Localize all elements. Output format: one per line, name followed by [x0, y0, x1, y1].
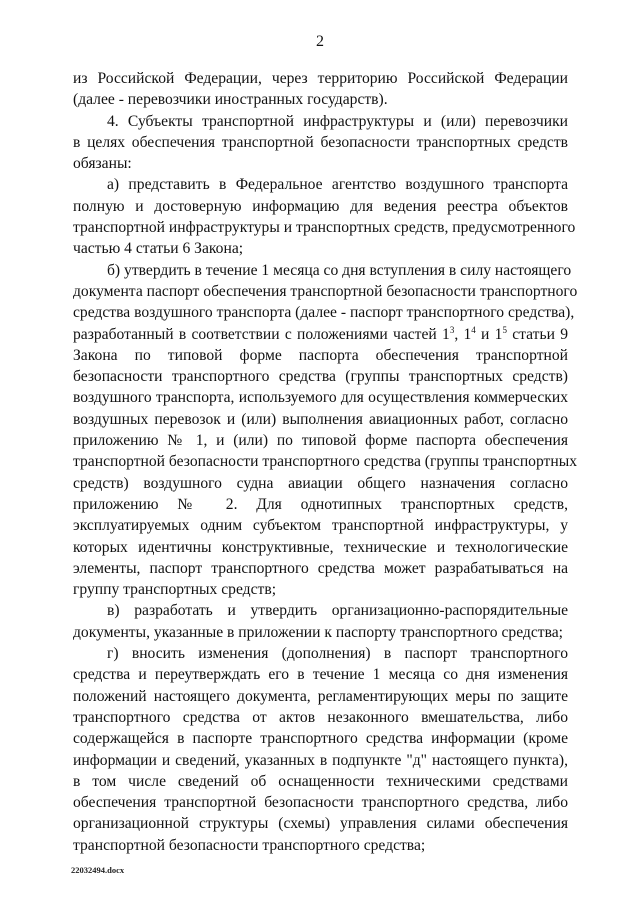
- text-line: эксплуатируемых одним субъектом транспортной инфраструктуры, у: [73, 517, 568, 535]
- text-line: воздушных перевозок и (или) выполнения авиационных работ, согласно: [73, 410, 568, 428]
- text-line: средства воздушного транспорта (далее - паспорт транспортного средства),: [73, 304, 575, 322]
- text-line: частью 4 статьи 6 Закона;: [73, 240, 244, 258]
- text-line: из Российской Федерации, через территорию Российской Федерации: [73, 70, 568, 87]
- text-fragment: , 1: [454, 325, 472, 343]
- text-line: б) утвердить в течение 1 месяца со дня вступления в силу настоящего: [107, 261, 572, 279]
- text-line: безопасности транспортного средства (группы транспортных средств): [73, 368, 568, 386]
- superscript: 5: [502, 324, 507, 335]
- text-line: транспортной инфраструктуры и транспортных средств, предусмотренного: [73, 219, 576, 237]
- text-fragment: разработанный в соответствии с положениями частей 1: [73, 325, 450, 343]
- text-line: 4. Субъекты транспортной инфраструктуры и (или) перевозчики: [107, 112, 568, 130]
- page-number: 2: [316, 33, 324, 50]
- text-line: приложению № 1, и (или) по типовой форме паспорта обеспечения: [73, 432, 568, 450]
- text-line: транспортной безопасности транспортного средства (группы транспортных: [73, 453, 577, 471]
- superscript: 4: [471, 324, 476, 335]
- text-fragment: и 1: [475, 325, 503, 343]
- text-line: в целях обеспечения транспортной безопасности транспортных средств: [73, 133, 568, 151]
- text-line: воздушного транспорта, используемого для осуществления коммерческих: [73, 389, 568, 407]
- text-line: приложению № 2. Для однотипных транспортных средств,: [73, 495, 568, 513]
- text-line: группу транспортных средств;: [73, 581, 277, 599]
- text-line: обеспечения транспортной безопасности транспортного средства, либо: [73, 794, 568, 812]
- text-fragment: статьи 9: [506, 325, 568, 343]
- text-line: средств) воздушного судна авиации общего назначения согласно: [73, 474, 568, 492]
- footer-filename: 22032494.docx: [71, 865, 125, 875]
- document-body: [73, 68, 578, 856]
- text-line: содержащейся в паспорте транспортного средства информации (кроме: [73, 730, 568, 748]
- text-line: элементы, паспорт транспортного средства может разрабатываться на: [73, 559, 568, 577]
- text-line: которых идентичны конструктивные, технические и технологические: [73, 538, 568, 556]
- superscript: 3: [449, 324, 455, 335]
- text-line: транспортной безопасности транспортного средства;: [73, 836, 426, 854]
- text-line: г) вносить изменения (дополнения) в паспорт транспортного: [107, 645, 568, 663]
- text-line: средства и переутверждать его в течение 1 месяца со дня изменения: [73, 666, 568, 684]
- text-line: а) представить в Федеральное агентство воздушного транспорта: [107, 176, 568, 194]
- text-line: документа паспорт обеспечения транспортной безопасности транспортного: [73, 282, 578, 300]
- text-line: организационной структуры (схемы) управления силами обеспечения: [73, 815, 568, 833]
- text-line: документы, указанные в приложении к паспорту транспортного средства;: [73, 623, 563, 641]
- text-line: информации и сведений, указанных в подпункте "д" настоящего пункта),: [73, 751, 568, 769]
- text-line: в) разработать и утвердить организационно-распорядительные: [107, 602, 568, 620]
- text-line: в том числе сведений об оснащенности техническими средствами: [73, 772, 568, 790]
- text-line: положений настоящего документа, регламентирующих меры по защите: [73, 687, 568, 705]
- text-line: Закона по типовой форме паспорта обеспечения транспортной: [73, 346, 568, 364]
- text-line: обязаны:: [73, 155, 132, 173]
- text-line: (далее - перевозчики иностранных государств).: [73, 91, 388, 109]
- text-line: транспортного средства от актов незаконного вмешательства, либо: [73, 708, 568, 726]
- text-line: полную и достоверную информацию для ведения реестра объектов: [73, 197, 568, 215]
- text-line-with-superscripts: [73, 324, 568, 345]
